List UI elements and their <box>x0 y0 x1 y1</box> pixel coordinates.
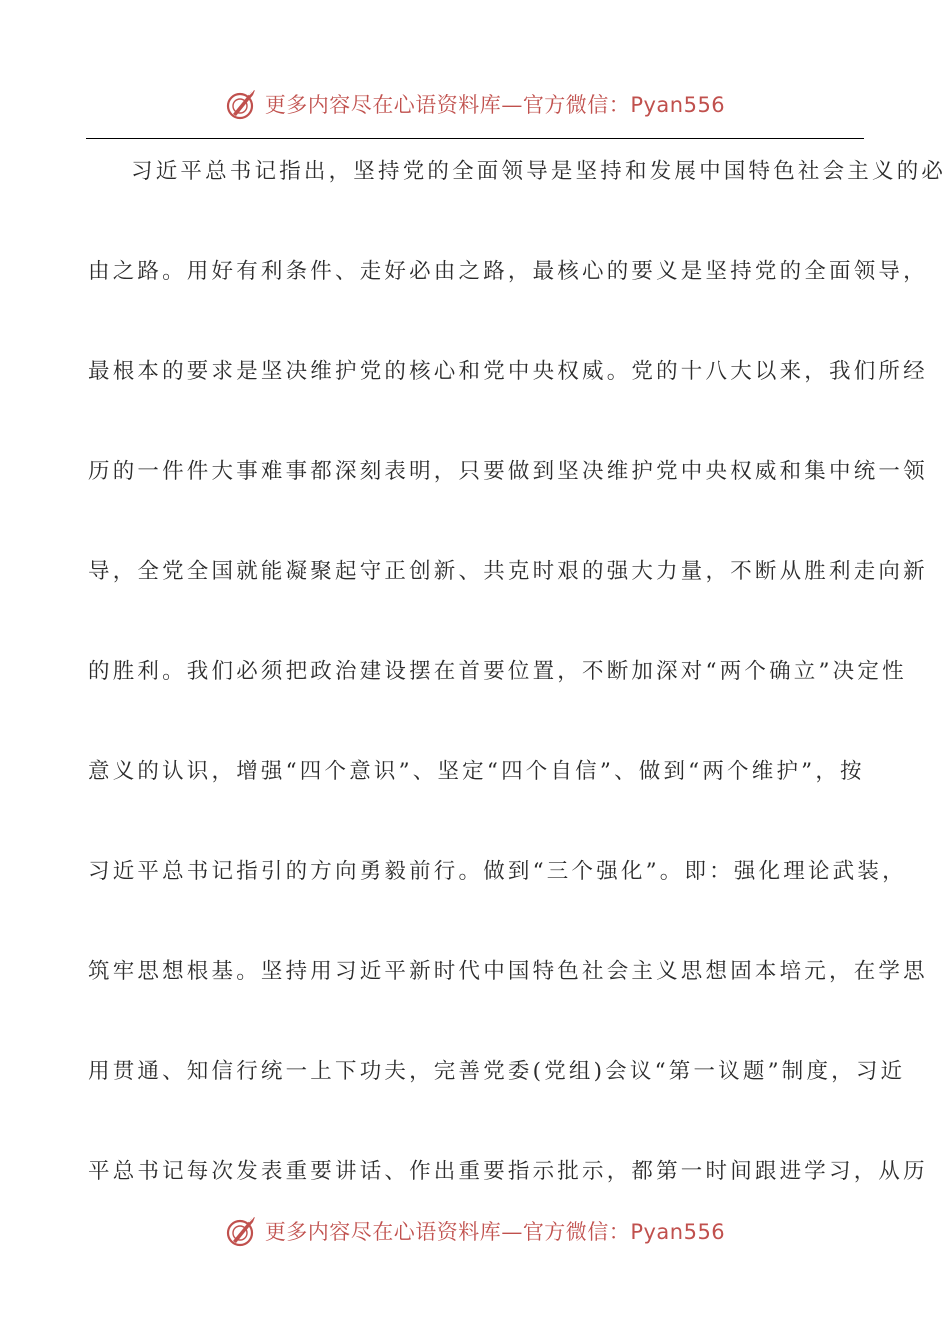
footer-banner <box>0 1211 950 1251</box>
text-line: 平总书记每次发表重要讲话、作出重要指示批示，都第一时间跟进学习，从历 <box>88 1159 928 1184</box>
footer-dash: — <box>501 1220 523 1244</box>
header-banner-text <box>265 89 725 119</box>
body-paragraph <box>88 150 947 1250</box>
footer-banner-text <box>265 1216 725 1246</box>
footer-wechat-id: Pyan556 <box>630 1220 726 1244</box>
header-dash: — <box>501 93 523 117</box>
text-line: 用贯通、知信行统一上下功夫，完善党委(党组)会议“第一议题”制度，习近 <box>88 1059 906 1084</box>
header-library-title: 更多内容尽在心语资料库 <box>264 93 502 117</box>
header-wechat-id: Pyan556 <box>630 93 726 117</box>
text-line: 由之路。用好有利条件、走好必由之路，最核心的要义是坚持党的全面领导， <box>88 259 928 284</box>
text-line: 的胜利。我们必须把政治建设摆在首要位置，不断加深对“两个确立”决定性 <box>88 659 907 684</box>
text-line: 历的一件件大事难事都深刻表明，只要做到坚决维护党中央权威和集中统一领 <box>88 459 928 484</box>
text-line: 习近平总书记指引的方向勇毅前行。做到“三个强化”。即：强化理论武装， <box>88 859 907 884</box>
header-banner <box>0 84 950 124</box>
quill-seal-logo-icon <box>225 87 259 121</box>
quill-seal-logo-icon <box>225 1214 259 1248</box>
text-line: 意义的认识，增强“四个意识”、坚定“四个自信”、做到“两个维护”，按 <box>88 759 865 784</box>
footer-library-title: 更多内容尽在心语资料库 <box>264 1220 502 1244</box>
header-official-label: 官方微信： <box>522 93 631 117</box>
text-line: 筑牢思想根基。坚持用习近平新时代中国特色社会主义思想固本培元，在学思 <box>88 959 928 984</box>
text-line: 习近平总书记指出，坚持党的全面领导是坚持和发展中国特色社会主义的必 <box>131 159 947 184</box>
text-line: 最根本的要求是坚决维护党的核心和党中央权威。党的十八大以来，我们所经 <box>88 359 928 384</box>
header-divider <box>86 138 864 139</box>
text-line: 导，全党全国就能凝聚起守正创新、共克时艰的强大力量，不断从胜利走向新 <box>88 559 928 584</box>
footer-official-label: 官方微信： <box>522 1220 631 1244</box>
